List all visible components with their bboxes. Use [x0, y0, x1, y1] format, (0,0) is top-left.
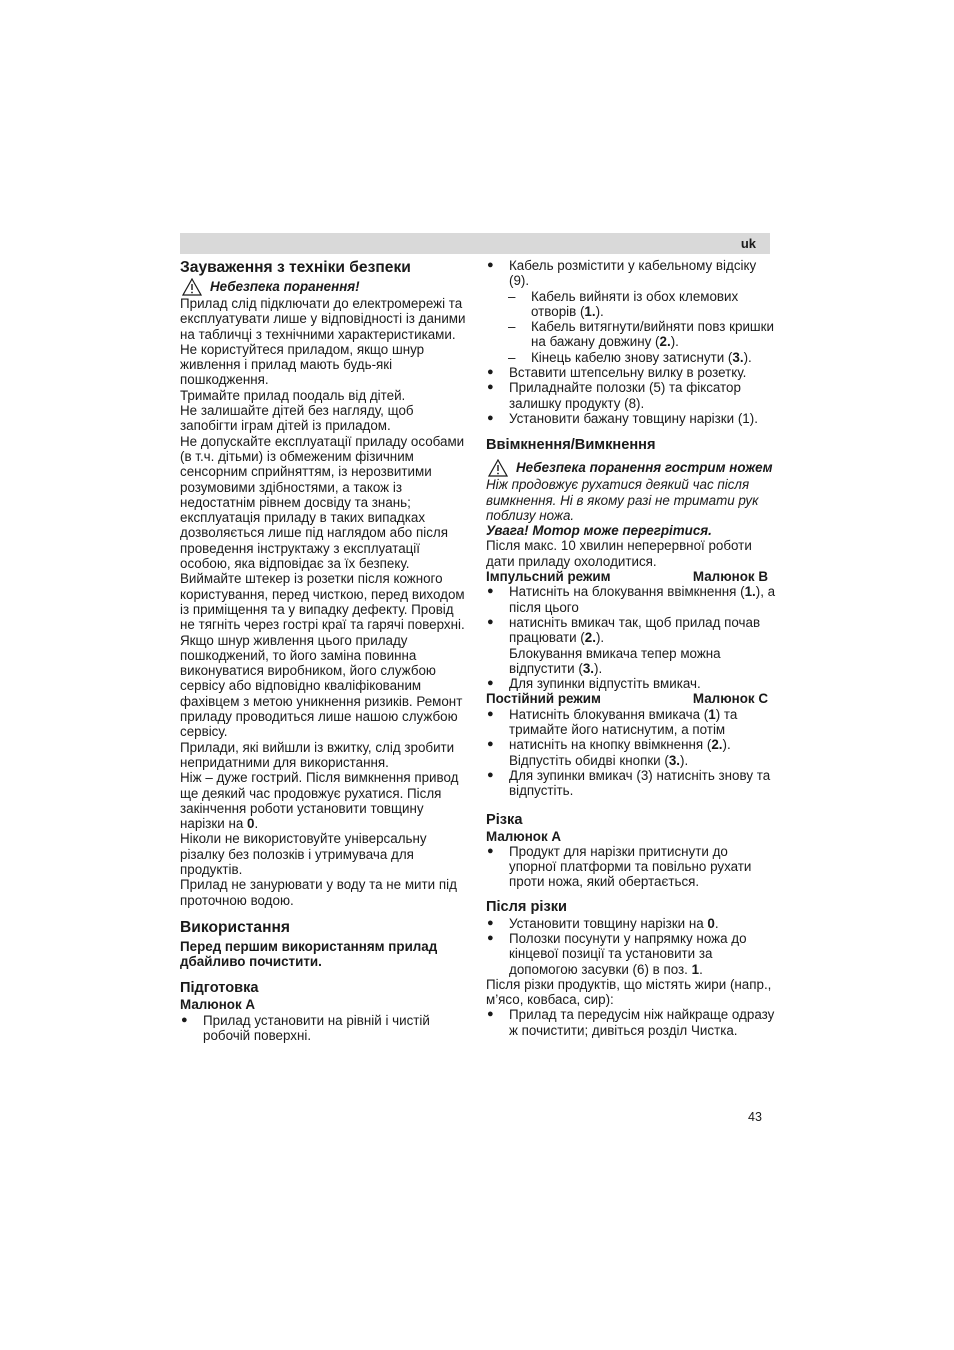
list-item-text: Продукт для нарізки притиснути до упорної платформи та повільно рухати проти ножа, який обертається.: [509, 843, 752, 890]
sub-list-item: – Кінець кабелю знову затиснути (3.).: [486, 350, 776, 365]
list-item: [486, 411, 776, 426]
bullet-dot: ●: [487, 1008, 494, 1021]
sub-list-item: – Кабель витягнути/вийняти повз кришки на бажану довжину (2.).: [508, 319, 775, 350]
pulse-mode-heading: [486, 569, 776, 584]
list-item: [486, 737, 776, 768]
bullet-dot: ●: [487, 916, 494, 929]
bullet-dot: ●: [487, 707, 494, 720]
after-cut-text: Після різки продуктів, що містять жири (напр., м’ясо, ковбаса, сир):: [486, 976, 772, 1008]
list-item-text: Для зупинки вмикач (3) натисніть знову та відпустіть.: [509, 767, 771, 799]
warning-triangle-icon: [488, 459, 508, 477]
list-item-text: Полозки посунути у напрямку ножа до кінцевої позиції та установити за допомогою засувки (6) в поз. 1.: [509, 930, 747, 977]
list-item-text: Вставити штепсельну вилку в розетку.: [509, 365, 747, 381]
bullet-dot: ●: [487, 768, 494, 781]
safety-paragraph: Прилади, які вийшли із вжитку, слід зробити непридатними для використання.: [180, 739, 455, 770]
list-item: [486, 676, 776, 691]
continuous-figure-ref: Малюнок C: [692, 691, 768, 707]
list-item: [486, 844, 776, 890]
list-item: [486, 365, 776, 380]
list-item-text: Кабель розмістити у кабельному відсіку (9).: [509, 258, 757, 289]
left-column: [180, 258, 470, 1043]
sub-list-item-text: Кабель вийняти із обох клемових отворів (1.).: [531, 288, 739, 319]
right-column: [486, 258, 776, 1038]
safety-paragraph: Виймайте штекер із розетки після кожного користування, перед чисткою, перед виходом із приміщення та у випадку дефекту. Провід не тягніть через гострі краї та гарячі поверхні.: [180, 571, 465, 633]
safety-paragraph: Не користуйтеся приладом, якщо шнур живлення і прилад мають будь-які пошкодження.: [180, 341, 425, 388]
safety-title: Зауваження з техніки безпеки: [180, 259, 411, 276]
list-item: [486, 1007, 776, 1038]
list-item-text: Натисніть блокування вмикача (1) та тримайте його натиснутим, а потім: [509, 706, 738, 738]
list-item-text: Для зупинки відпустіть вмикач.: [509, 676, 701, 692]
cut-figure-ref: Малюнок A: [486, 828, 562, 844]
bullet-dot: ●: [487, 931, 494, 944]
cut-title: Різка: [486, 811, 523, 828]
sharp-knife-warning-text: Небезпека поранення гострим ножем: [516, 460, 773, 476]
injury-warning-text: Небезпека поранення!: [210, 279, 360, 294]
warning-triangle-icon: [182, 278, 202, 296]
safety-paragraph: Не допускайте експлуатації приладу особами (в т.ч. дітьми) із обмеженим фізичним сенсорним сприйняттям, із нерозвитими розумовими здібностями, а також із недостатнім рівнем досвіду та знань; експлуатація приладу в таких випадках дозволяється лише під наглядом або після проведення інструктажу з експлуатації особою, яка відповідає за їх безпеку.: [180, 433, 465, 572]
bullet-dot: ●: [487, 738, 494, 751]
list-item-text: Приладнайте полозки (5) та фіксатор залишку продукту (8).: [509, 380, 741, 411]
safety-paragraph: Не залишайте дітей без нагляду, щоб запобігти іграм дітей із приладом.: [180, 403, 414, 434]
bullet-dot: ●: [487, 366, 494, 379]
list-item: [486, 380, 776, 411]
list-item: [486, 916, 776, 931]
list-item-text: Прилад установити на рівній і чистій робочій поверхні.: [203, 1012, 430, 1044]
safety-paragraph: Ніколи не використовуйте універсальну різалку без полозків і утримувача для продуктів.: [180, 831, 427, 877]
prep-figure-ref: Малюнок A: [180, 997, 256, 1013]
list-item-text: Натисніть на блокування ввімкнення (1.), а після цього: [509, 584, 776, 615]
motor-text: Після макс. 10 хвилин неперервної роботи дати приладу охолодитися.: [486, 538, 752, 569]
pulse-mode-title: Імпульсний режим: [486, 569, 611, 585]
language-header-bar: [180, 233, 770, 254]
bullet-dot: ●: [487, 585, 494, 598]
continuous-mode-title: Постійний режим: [486, 691, 601, 707]
list-item: [486, 258, 776, 289]
list-item-text: Установити товщину нарізки на 0.: [509, 915, 719, 931]
list-item-text: Прилад та передусім ніж найкраще одразу ж почистити; дивіться розділ Чистка.: [509, 1007, 775, 1038]
bullet-dot: ●: [487, 677, 494, 690]
safety-paragraph: Якщо шнур живлення цього приладу пошкоджений, то його заміна повинна виконуватися виробником, його службою сервісу або відповідно кваліфікованим фахівцем з метою уникнення ризиків. Ремонт приладу проводиться лише нашою службою сервісу.: [180, 632, 463, 740]
sub-list-item-text: Кінець кабелю знову затиснути (3.).: [531, 349, 752, 365]
bullet-dot: ●: [487, 381, 494, 394]
usage-title: Використання: [180, 918, 291, 936]
period: .: [254, 816, 259, 832]
bullet-dot: ●: [487, 615, 494, 628]
bullet-dot: ●: [487, 844, 494, 857]
onoff-title: Ввімкнення/Вимкнення: [486, 437, 656, 454]
usage-note: Перед першим використанням прилад дбайливо почистити.: [180, 938, 438, 970]
bullet-dot: ●: [487, 411, 494, 424]
knife-text: Ніж – дуже гострий. Після вимкнення привод ще деякий час продовжує рухатися. Після закінчення роботи установити товщину нарізки на: [180, 770, 459, 832]
list-item: [486, 768, 776, 799]
language-code: uk: [740, 236, 756, 251]
injury-warning: [182, 279, 470, 296]
list-item-text: натисніть вмикач так, щоб прилад почав працювати (2.). Блокування вмикача тепер можна відпустити (3.).: [509, 614, 761, 676]
safety-paragraph: Прилад слід підключати до електромережі та експлуатувати лише у відповідності із даними на табличці з технічними характеристиками.: [180, 296, 466, 342]
sub-list-item-text: Кабель витягнути/вийняти повз кришки на бажану довжину (2.).: [531, 319, 775, 350]
safety-paragraph: Прилад не занурювати у воду та не мити під проточною водою.: [180, 877, 457, 908]
safety-paragraph: Тримайте прилад поодаль від дітей.: [180, 387, 406, 403]
list-item-text: натисніть на кнопку ввімкнення (2.). Відпустіть обидві кнопки (3.).: [509, 737, 731, 768]
safety-paragraph: [180, 770, 470, 831]
page-number: 43: [748, 1110, 762, 1124]
sharp-knife-warning: [488, 460, 776, 477]
list-item: [486, 931, 776, 977]
list-item-text: Установити бажану товщину нарізки (1).: [509, 410, 758, 426]
knife-note: Ніж продовжує рухатися деякий час після вимкнення. Ні в якому разі не тримати рук поблизу ножа.: [486, 477, 759, 523]
zero-value: 0: [247, 816, 255, 832]
continuous-mode-heading: [486, 691, 776, 706]
list-item: [180, 1013, 470, 1044]
list-item: [486, 584, 776, 615]
bullet-dot: ●: [487, 259, 494, 271]
sub-list-item: – Кабель вийняти із обох клемових отворів (1.).: [486, 289, 776, 320]
after-cut-title: Після різки: [486, 898, 567, 915]
prep-title: Підготовка: [180, 980, 259, 997]
bullet-dot: ●: [181, 1013, 188, 1026]
list-item: [486, 615, 776, 676]
list-item: [486, 707, 776, 738]
motor-warning: Увага! Мотор може перегрітися.: [486, 523, 712, 539]
pulse-figure-ref: Малюнок B: [692, 569, 768, 585]
